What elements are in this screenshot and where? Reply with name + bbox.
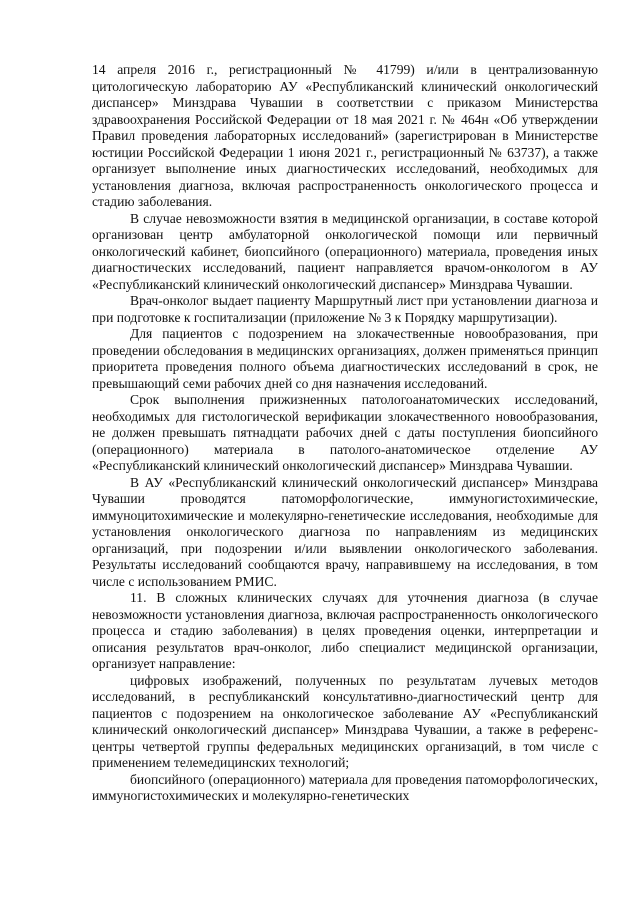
paragraph-biopsy-material: биопсийного (операционного) материала для проведения патоморфологических, иммуногистохимических и молекулярно-генетических xyxy=(92,771,598,803)
paragraph-digital-images: цифровых изображений, полученных по результатам лучевых методов исследований, в республиканский консультативно-диагностический центр для пациентов с подозрением на онкологическое заболевание АУ «Республиканский клинический онкологический диспансер» Минздрава Чувашии, а также в референс-центры четвертой группы федеральных медицинских организаций, в том числе с применением телемедицинских технологий; xyxy=(92,672,598,770)
paragraph-route-sheet: Врач-онколог выдает пациенту Маршрутный лист при установлении диагноза и при подготовке к госпитализации (приложение № 3 к Порядку маршрутизации). xyxy=(92,293,598,325)
paragraph-verification-term: Срок выполнения прижизненных патологоанатомических исследований, необходимых для гистологической верификации злокачественного новообразования, не должен превышать пятнадцати рабочих дней с даты поступления биопсийного (операционного) материала в патолого-анатомическое отделение АУ «Республиканский клинический онкологический диспансер» Минздрава Чувашии. xyxy=(92,392,598,473)
paragraph-dispensary-research: В АУ «Республиканский клинический онкологический диспансер» Минздрава Чувашии проводятся патоморфологические, иммуногистохимические, иммуноцитохимические и молекулярно-генетические исследования, необходимые для установления онкологического диагноза по направлениям из медицинских организаций, при подозрении и/или выявлении онкологического заболевания. Результаты исследований сообщаются врачу, направившему на исследования, в том числе с использованием РМИС. xyxy=(92,474,598,589)
paragraph-priority-principle: Для пациентов с подозрением на злокачественные новообразования, при проведении обследования в медицинских организациях, должен применяться принцип приоритета проведения полного объема диагностических исследований в срок, не превышающий семи рабочих дней со дня назначения исследований. xyxy=(92,326,598,391)
paragraph-referral-to-dispensary: В случае невозможности взятия в медицинской организации, в составе которой организован центр амбулаторной онкологической помощи или первичный онкологический кабинет, биопсийного (операционного) материала, проведения иных диагностических исследований, пациент направляется врачом-онкологом в АУ «Республиканский клинический онкологический диспансер» Минздрава Чувашии. xyxy=(92,210,598,292)
document-page xyxy=(92,62,598,805)
paragraph-lab-order: 14 апреля 2016 г., регистрационный № 41799) и/или в централизованную цитологическую лабораторию АУ «Республиканский клинический онкологический диспансер» Минздрава Чувашии в соответствии с приказом Министерства здравоохранения Российской Федерации от 18 мая 2021 г. № 464н «Об утверждении Правил проведения лабораторных исследований» (зарегистрирован в Министерстве юстиции Российской Федерации 1 июня 2021 г., регистрационный № 63737), а также организует выполнение иных диагностических исследований, необходимых для установления диагноза, включая распространенность онкологического процесса и стадию заболевания. xyxy=(92,62,598,209)
paragraph-item-11: 11. В сложных клинических случаях для уточнения диагноза (в случае невозможности установления диагноза, включая распространенность онкологического процесса и стадию заболевания) в целях проведения оценки, интерпретации и описания результатов врач-онколог, либо специалист медицинской организации, организует направление: xyxy=(92,590,598,671)
